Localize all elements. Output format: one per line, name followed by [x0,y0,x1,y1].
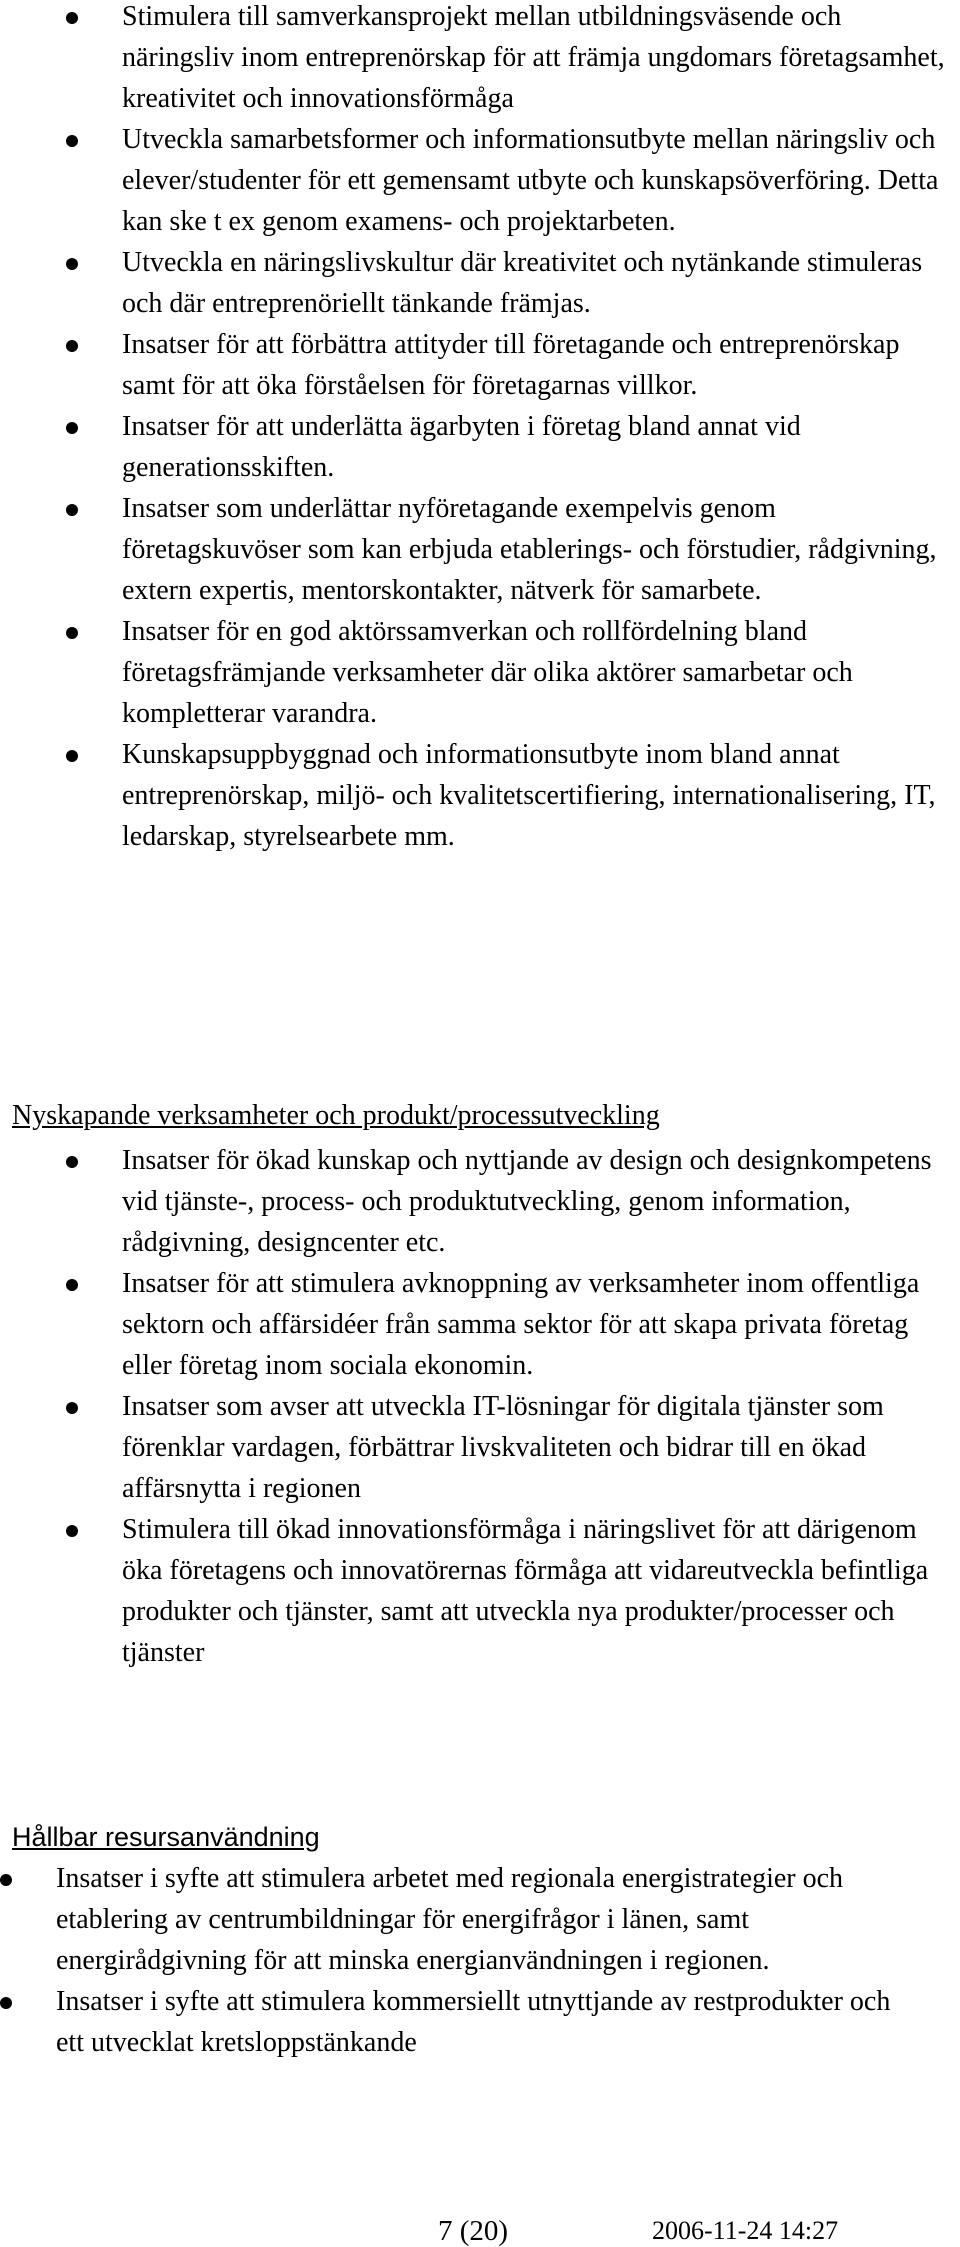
list-item: Stimulera till samverkansprojekt mellan utbildningsväsende och näringsliv inom entreprenörskap för att främja ungdomars företagsamhet, kreativitet och innovationsförmåga [0,0,948,119]
list-item: Utveckla en näringslivskultur där kreativitet och nytänkande stimuleras och där entreprenöriellt tänkande främjas. [0,242,948,324]
list-item: Insatser för ökad kunskap och nyttjande av design och designkompetens vid tjänste-, process- och produktutveckling, genom information, rådgivning, designcenter etc. [0,1140,948,1263]
bullet-icon [0,1997,12,2009]
bullet-icon [66,135,78,147]
list-item: Insatser för en god aktörssamverkan och rollfördelning bland företagsfrämjande verksamheter där olika aktörer samarbetar och kompletterar varandra. [0,611,948,734]
list-item: Kunskapsuppbyggnad och informationsutbyte inom bland annat entreprenörskap, miljö- och kvalitetscertifiering, internationalisering, IT, ledarskap, styrelsearbete mm. [0,734,948,857]
list-item: Insatser för att underlätta ägarbyten i företag bland annat vid generationsskiften. [0,406,948,488]
list-item: Insatser för att stimulera avknoppning av verksamheter inom offentliga sektorn och affärsidéer från samma sektor för att skapa privata företag eller företag inom sociala ekonomin. [0,1263,948,1386]
list-item: Utveckla samarbetsformer och informationsutbyte mellan näringsliv och elever/studenter för ett gemensamt utbyte och kunskapsöverföring. Detta kan ske t ex genom examens- och projektarbeten. [0,119,948,242]
list-item: Insatser för att förbättra attityder till företagande och entreprenörskap samt för att öka förståelsen för företagarnas villkor. [0,324,948,406]
bullet-icon [66,258,78,270]
bullet-list-section2 [0,1140,948,1673]
page-number: 7 (20) [438,2215,509,2247]
section-heading-hallbar: Hållbar resursanvändning [12,1822,320,1852]
bullet-icon [66,340,78,352]
bullet-icon [66,1402,78,1414]
bullet-icon [66,1279,78,1291]
bullet-icon [66,1156,78,1168]
bullet-icon [66,422,78,434]
list-item: Insatser som underlättar nyföretagande exempelvis genom företagskuvöser som kan erbjuda etablerings- och förstudier, rådgivning, extern expertis, mentorskontakter, nätverk för samarbete. [0,488,948,611]
bullet-icon [66,1525,78,1537]
list-item: Insatser som avser att utveckla IT-lösningar för digitala tjänster som förenklar vardagen, förbättrar livskvaliteten och bidrar till en ökad affärsnytta i regionen [0,1386,948,1509]
bullet-icon [66,504,78,516]
list-item: Insatser i syfte att stimulera arbetet med regionala energistrategier och etablering av centrumbildningar för energifrågor i länen, samt energirådgivning för att minska energianvändningen i regionen. [0,1858,920,1981]
bullet-icon [0,1874,12,1886]
section-heading-nyskapande: Nyskapande verksamheter och produkt/processutveckling [12,1100,660,1131]
bullet-list-section1 [0,0,948,857]
bullet-icon [66,750,78,762]
bullet-icon [66,12,78,24]
footer-datetime: 2006-11-24 14:27 [652,2216,839,2245]
list-item: Insatser i syfte att stimulera kommersiellt utnyttjande av restprodukter och ett utvecklat kretsloppstänkande [0,1981,920,2063]
list-item: Stimulera till ökad innovationsförmåga i näringslivet för att därigenom öka företagens och innovatörernas förmåga att vidareutveckla befintliga produkter och tjänster, samt att utveckla nya produkter/processer och tjänster [0,1509,948,1673]
bullet-icon [66,627,78,639]
bullet-list-section3 [0,1858,920,2063]
